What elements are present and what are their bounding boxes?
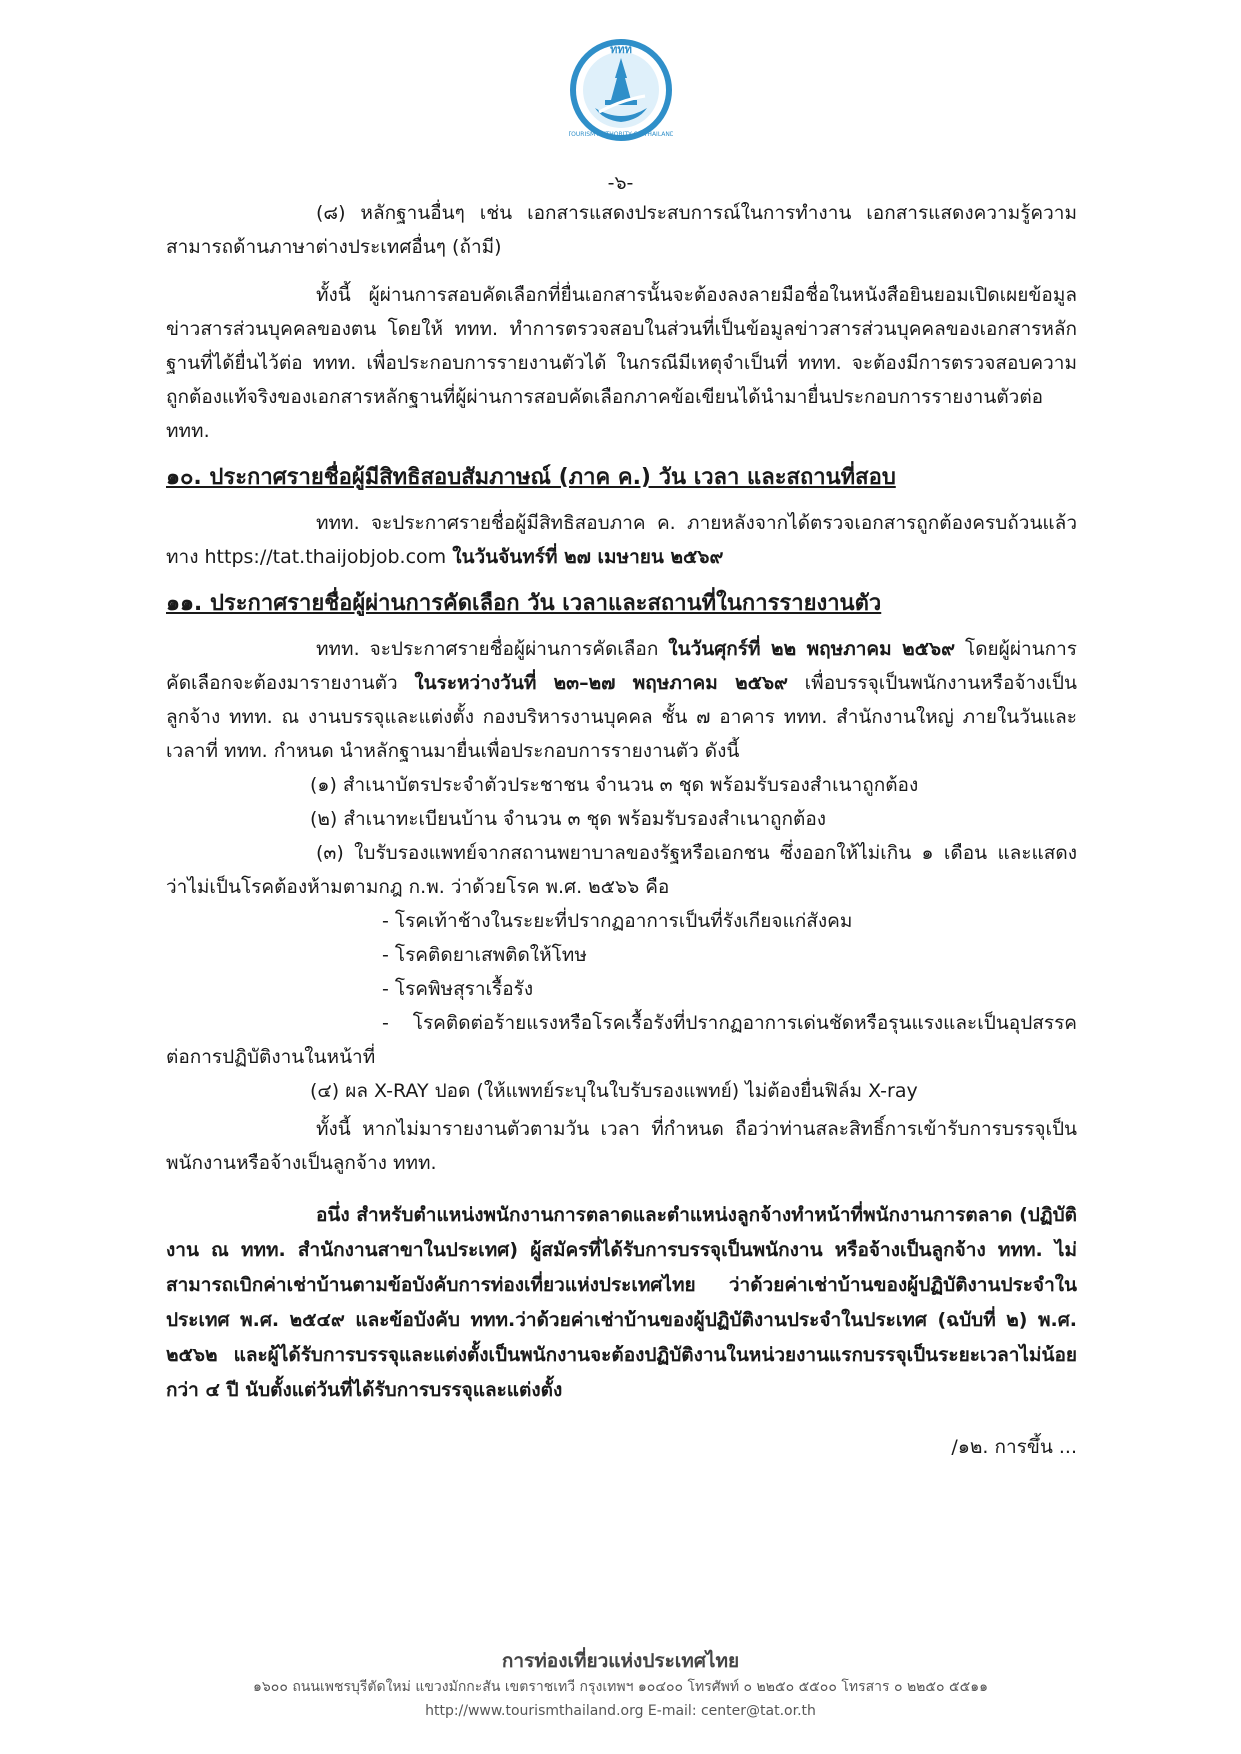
tat-emblem-icon — [569, 38, 673, 142]
disease-item: - โรคพิษสุราเรื้อรัง — [382, 978, 534, 1000]
document-body — [166, 196, 1077, 1464]
list-item-xray: (๔) ผล X-RAY ปอด (ให้แพทย์ระบุในใบรับรองแพทย์) ไม่ต้องยื่นฟิล์ม X-ray — [310, 1080, 918, 1102]
list-item-medical: (๓) ใบรับรองแพทย์จากสถานพยาบาลของรัฐหรือเอกชน ซึ่งออกให้ไม่เกิน ๑ เดือน และแสดงว่าไม่เป็นโรคต้องห้ามตามกฎ ก.พ. ว่าด้วยโรค พ.ศ. ๒๕๖๖ คือ — [166, 842, 1077, 898]
disease-item: - โรคเท้าช้างในระยะที่ปรากฏอาการเป็นที่รังเกียจแก่สังคม — [382, 910, 853, 932]
disease-item: - โรคติดต่อร้ายแรงหรือโรคเรื้อรังที่ปรากฏอาการเด่นชัดหรือรุนแรงและเป็นอุปสรรคต่อการปฏิบัติงานในหน้าที่ — [166, 1012, 1077, 1068]
section-10-plain: ททท. จะประกาศรายชื่อผู้มีสิทธิสอบภาค ค. ภายหลังจากได้ตรวจเอกสารถูกต้องครบถ้วนแล้ว ทาง https://tat.thaijobjob.com — [166, 512, 1077, 568]
section-10-heading: ๑๐. ประกาศรายชื่อผู้มีสิทธิสอบสัมภาษณ์ (ภาค ค.) วัน เวลา และสถานที่สอบ — [166, 465, 896, 490]
footer-web: http://www.tourismthailand.org E-mail: center@tat.or.th — [425, 1703, 816, 1719]
footer-org: การท่องเที่ยวแห่งประเทศไทย — [501, 1650, 740, 1672]
page-number: -๖- — [607, 172, 634, 194]
list-item: (๑) สำเนาบัตรประจำตัวประชาชน จำนวน ๓ ชุด พร้อมรับรองสำเนาถูกต้อง — [310, 774, 919, 796]
reporting-note: ทั้งนี้ หากไม่มารายงานตัวตามวัน เวลา ที่กำหนด ถือว่าท่านสละสิทธิ์การเข้ารับการบรรจุเป็นพนักงานหรือจ้างเป็นลูกจ้าง ททท. — [166, 1118, 1077, 1174]
paragraph-consent: ทั้งนี้ ผู้ผ่านการสอบคัดเลือกที่ยื่นเอกสารนั้นจะต้องลงลายมือชื่อในหนังสือยินยอมเปิดเผยข้อมูลข่าวสารส่วนบุคคลของตน โดยให้ ททท. ทำการตรวจสอบในส่วนที่เป็นข้อมูลข่าวสารส่วนบุคคลของเอกสารหลักฐานที่ได้ยื่นไว้ต่อ ททท. เพื่อประกอบการรายงานตัวได้ ในกรณีมีเหตุจำเป็นที่ ททท. จะต้องมีการตรวจสอบความถูกต้องแท้จริงของเอกสารหลักฐานที่ผู้ผ่านการสอบคัดเลือกภาคข้อเขียนได้นำมายื่นประกอบการรายงานตัวต่อ ททท. — [166, 284, 1077, 442]
tat-logo — [569, 38, 673, 142]
footer-address: ๑๖๐๐ ถนนเพชรบุรีตัดใหม่ แขวงมักกะสัน เขตราชเทวี กรุงเทพฯ ๑๐๔๐๐ โทรศัพท์ ๐ ๒๒๕๐ ๕๕๐๐ โทรสาร ๐ ๒๒๕๐ ๕๕๑๑ — [253, 1679, 988, 1695]
section-10-date: ในวันจันทร์ที่ ๒๗ เมษายน ๒๕๖๙ — [452, 546, 724, 568]
paragraph-item-8: (๘) หลักฐานอื่นๆ เช่น เอกสารแสดงประสบการณ์ในการทำงาน เอกสารแสดงความรู้ความสามารถด้านภาษาต่างประเทศอื่นๆ (ถ้ามี) — [166, 202, 1077, 258]
continued-marker: /๑๒. การขึ้น ... — [951, 1436, 1077, 1458]
list-item: (๒) สำเนาทะเบียนบ้าน จำนวน ๓ ชุด พร้อมรับรองสำเนาถูกต้อง — [310, 808, 827, 830]
section-10-text — [166, 506, 1077, 574]
section-11-announce-date: ในวันศุกร์ที่ ๒๒ พฤษภาคม ๒๕๖๙ — [668, 638, 956, 660]
logo-top-text: ททท — [610, 43, 632, 56]
section-11-t2: โดยผู้ผ่านการคัดเลือกจะต้องมารายงานตัว — [166, 638, 1077, 694]
section-11-text — [166, 632, 1077, 768]
housing-notice: อนึ่ง สำหรับตำแหน่งพนักงานการตลาดและตำแหน่งลูกจ้างทำหน้าที่พนักงานการตลาด (ปฏิบัติงาน ณ ททท. สำนักงานสาขาในประเทศ) ผู้สมัครที่ได้รับการบรรจุเป็นพนักงาน หรือจ้างเป็นลูกจ้าง ททท. ไม่สามารถเบิกค่าเช่าบ้านตามข้อบังคับการท่องเที่ยวแห่งประเทศไทย ว่าด้วยค่าเช่าบ้านของผู้ปฏิบัติงานประจำในประเทศ พ.ศ. ๒๕๔๙ และข้อบังคับ ททท.ว่าด้วยค่าเช่าบ้านของผู้ปฏิบัติงานประจำในประเทศ (ฉบับที่ ๒) พ.ศ. ๒๕๖๒ และผู้ได้รับการบรรจุและแต่งตั้งเป็นพนักงานจะต้องปฏิบัติงานในหน่วยงานแรกบรรจุเป็นระยะเวลาไม่น้อยกว่า ๔ ปี นับตั้งแต่วันที่ได้รับการบรรจุและแต่งตั้ง — [166, 1204, 1077, 1401]
section-11-heading: ๑๑. ประกาศรายชื่อผู้ผ่านการคัดเลือก วัน เวลาและสถานที่ในการรายงานตัว — [166, 591, 882, 616]
section-11-t1: ททท. จะประกาศรายชื่อผู้ผ่านการคัดเลือก — [316, 638, 669, 660]
footer — [0, 1647, 1241, 1723]
section-11-report-dates: ในระหว่างวันที่ ๒๓–๒๗ พฤษภาคม ๒๕๖๙ — [414, 672, 788, 694]
logo-ring-text: TOURISM AUTHORITY OF THAILAND — [569, 131, 673, 138]
disease-item: - โรคติดยาเสพติดให้โทษ — [382, 944, 587, 966]
section-11-t3: เพื่อบรรจุเป็นพนักงานหรือจ้างเป็นลูกจ้าง ททท. ณ งานบรรจุและแต่งตั้ง กองบริหารงานบุคคล ชั้น ๗ อาคาร ททท. สำนักงานใหญ่ ภายในวันและเวลาที่ ททท. กำหนด นำหลักฐานมายื่นเพื่อประกอบการรายงานตัว ดังนี้ — [166, 672, 1077, 762]
